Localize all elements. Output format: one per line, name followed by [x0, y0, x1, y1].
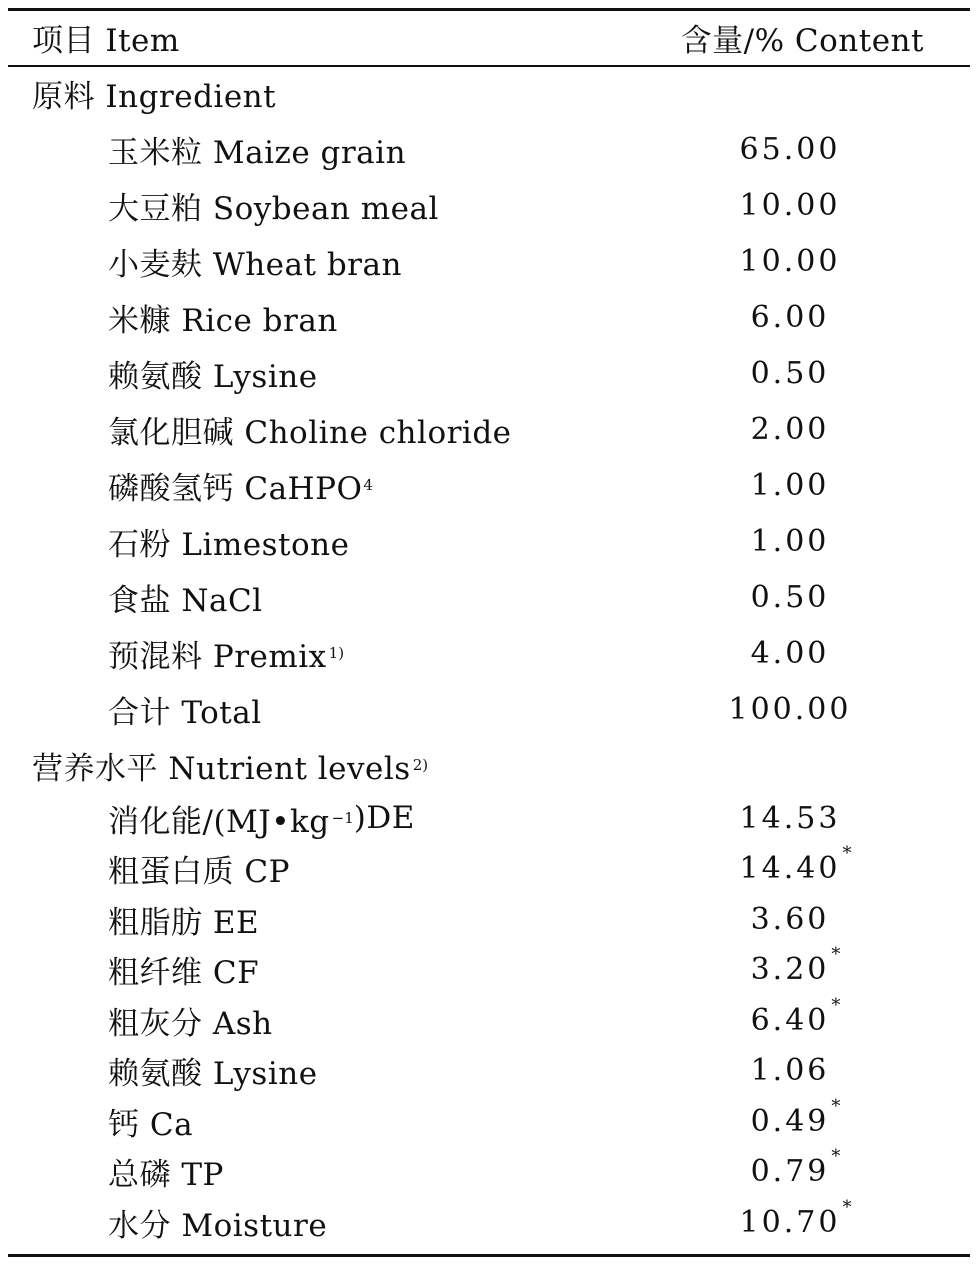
bottom-rule — [8, 1254, 970, 1257]
table-row — [0, 894, 976, 945]
row-label: 粗灰分 Ash — [108, 1005, 273, 1042]
significance-mark: * — [831, 1146, 841, 1168]
table-row — [0, 1147, 976, 1198]
row-label: 玉米粒 Maize grain — [108, 134, 407, 171]
table-row — [0, 345, 976, 401]
row-label-text: 消化能/(MJ•kg — [108, 803, 330, 840]
significance-mark: * — [842, 843, 852, 865]
row-value: 2.00 — [750, 411, 830, 447]
table-header — [0, 10, 976, 65]
row-value: 1.00 — [750, 523, 830, 559]
row-value — [690, 995, 890, 1046]
row-value: 3.60 — [750, 901, 830, 937]
table-row — [0, 569, 976, 625]
row-value — [690, 1147, 890, 1198]
row-label: 米糠 Rice bran — [108, 302, 338, 339]
table-row — [0, 177, 976, 233]
row-value: 0.50 — [750, 579, 830, 615]
section-title — [32, 737, 428, 793]
row-label: 氯化胆碱 Choline chloride — [108, 414, 512, 451]
section-title-ingredient — [0, 65, 976, 121]
value-text: 10.70 — [739, 1204, 841, 1240]
significance-mark: * — [831, 944, 841, 966]
row-label: 粗脂肪 EE — [108, 904, 260, 941]
row-label: 食盐 NaCl — [108, 582, 263, 619]
row-label: 赖氨酸 Lysine — [108, 358, 318, 395]
value-text: 0.49 — [750, 1103, 830, 1139]
table-row — [0, 457, 976, 513]
significance-mark: * — [831, 1095, 841, 1117]
section-title-nutrient — [0, 737, 976, 793]
table-row-total — [0, 681, 976, 737]
row-label: 粗蛋白质 CP — [108, 854, 290, 891]
composition-table — [0, 10, 976, 1248]
section-title: 原料 Ingredient — [32, 78, 277, 115]
row-label: 合计 Total — [108, 694, 262, 731]
table-row — [0, 1046, 976, 1097]
footnote-marker: 2) — [412, 756, 429, 774]
table-row — [0, 513, 976, 569]
row-value: 10.00 — [739, 187, 841, 223]
header-item: 项目 Item — [32, 23, 180, 59]
row-label: 石粉 Limestone — [108, 526, 350, 563]
subscript: 4 — [363, 476, 373, 494]
row-label: 粗纤维 CF — [108, 955, 260, 992]
table-row — [0, 1197, 976, 1248]
header-content: 含量/% Content — [680, 23, 924, 59]
row-label: 小麦麸 Wheat bran — [108, 246, 402, 283]
superscript: −1 — [331, 809, 354, 828]
row-value: 1.06 — [750, 1053, 830, 1089]
row-label — [108, 625, 344, 681]
row-value: 0.50 — [750, 355, 830, 391]
table-row — [0, 625, 976, 681]
row-label — [108, 457, 373, 513]
row-value: 10.00 — [739, 243, 841, 279]
row-value — [690, 1197, 890, 1248]
row-label — [108, 793, 415, 844]
significance-mark: * — [831, 994, 841, 1016]
section-title-text: 营养水平 Nutrient levels — [32, 750, 411, 787]
row-value: 6.00 — [750, 299, 830, 335]
value-text: 3.20 — [750, 952, 830, 988]
significance-mark: * — [842, 1196, 852, 1218]
row-label-text: 预混料 Premix — [108, 638, 327, 675]
row-label: 钙 Ca — [108, 1106, 194, 1143]
value-text: 14.40 — [739, 851, 841, 887]
table-row — [0, 995, 976, 1046]
row-value: 100.00 — [728, 691, 852, 727]
row-value: 65.00 — [739, 131, 841, 167]
table-row — [0, 401, 976, 457]
value-text: 0.79 — [750, 1154, 830, 1190]
value-text: 6.40 — [750, 1002, 830, 1038]
table-row — [0, 121, 976, 177]
row-value: 1.00 — [750, 467, 830, 503]
row-value — [690, 945, 890, 996]
table-row — [0, 233, 976, 289]
table-row — [0, 844, 976, 895]
row-label: 水分 Moisture — [108, 1207, 328, 1244]
table-row — [0, 945, 976, 996]
table-row — [0, 793, 976, 844]
row-label: 赖氨酸 Lysine — [108, 1056, 318, 1093]
row-value: 4.00 — [750, 635, 830, 671]
row-value: 14.53 — [739, 800, 841, 836]
footnote-marker: 1) — [328, 644, 345, 662]
row-label: 总磷 TP — [108, 1157, 224, 1194]
row-label-text: 磷酸氢钙 CaHPO — [108, 470, 363, 507]
row-label: 大豆粕 Soybean meal — [108, 190, 439, 227]
table-row — [0, 289, 976, 345]
row-label-suffix: )DE — [353, 800, 415, 837]
table-row — [0, 1096, 976, 1147]
row-value — [690, 1096, 890, 1147]
row-value — [690, 844, 890, 895]
